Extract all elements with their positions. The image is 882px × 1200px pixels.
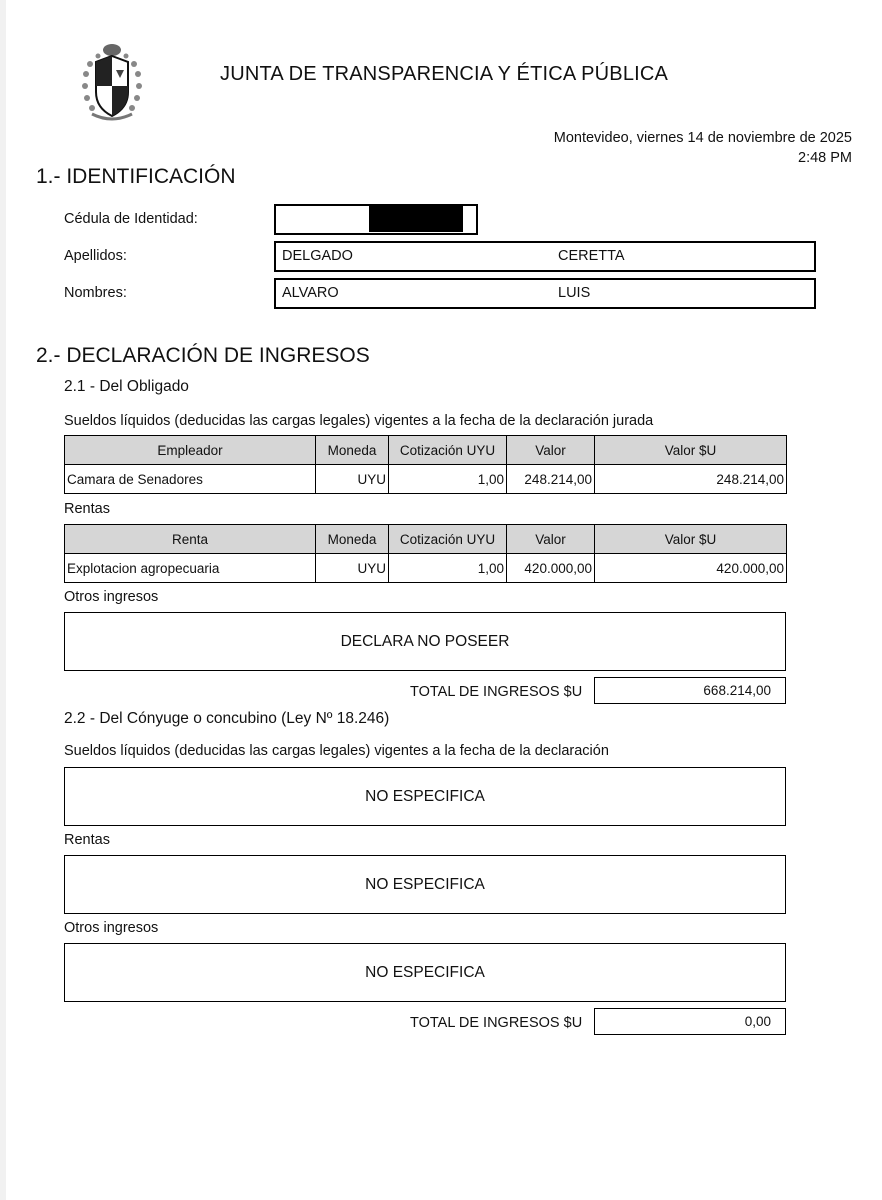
rentas-table	[64, 524, 787, 583]
conyuge-sueldos-label: Sueldos líquidos (deducidas las cargas legales) vigentes a la fecha de la declaración	[64, 743, 609, 759]
document-page	[6, 0, 882, 1200]
section-identificacion-heading: 1.- IDENTIFICACIÓN	[36, 165, 236, 188]
nombres-field	[274, 278, 816, 309]
table-row	[65, 465, 787, 494]
apellido-2: CERETTA	[558, 248, 625, 264]
obligado-sueldos-label: Sueldos líquidos (deducidas las cargas legales) vigentes a la fecha de la declaración jurada	[64, 413, 654, 429]
cell-valor: 420.000,00	[507, 554, 595, 583]
apellido-1: DELGADO	[282, 248, 353, 264]
conyuge-total-value: 0,00	[594, 1008, 786, 1035]
cell-empleador: Camara de Senadores	[65, 465, 316, 494]
conyuge-otros-box: NO ESPECIFICA	[64, 943, 786, 1002]
cell-cotizacion: 1,00	[389, 465, 507, 494]
cell-renta: Explotacion agropecuaria	[65, 554, 316, 583]
nombres-label: Nombres:	[64, 285, 127, 301]
conyuge-otros-label: Otros ingresos	[64, 920, 159, 936]
date-line: Montevideo, viernes 14 de noviembre de 2025	[553, 130, 852, 146]
conyuge-rentas-label: Rentas	[64, 832, 110, 848]
col-moneda: Moneda	[316, 525, 389, 554]
cedula-label: Cédula de Identidad:	[64, 211, 198, 227]
redaction-block	[369, 206, 463, 232]
cell-valor-uyu: 248.214,00	[595, 465, 787, 494]
sueldos-table	[64, 435, 787, 494]
obligado-otros-box: DECLARA NO POSEER	[64, 612, 786, 671]
coat-of-arms-icon	[78, 42, 146, 124]
col-moneda: Moneda	[316, 436, 389, 465]
obligado-otros-label: Otros ingresos	[64, 589, 159, 605]
col-renta: Renta	[65, 525, 316, 554]
table-row	[65, 554, 787, 583]
col-cotizacion: Cotización UYU	[389, 436, 507, 465]
cell-valor: 248.214,00	[507, 465, 595, 494]
document-title: JUNTA DE TRANSPARENCIA Y ÉTICA PÚBLICA	[220, 63, 669, 85]
col-valor-uyu: Valor $U	[595, 436, 787, 465]
obligado-total-label: TOTAL DE INGRESOS $U	[410, 684, 583, 700]
table-header-row	[65, 436, 787, 465]
nombre-1: ALVARO	[282, 285, 339, 301]
col-empleador: Empleador	[65, 436, 316, 465]
conyuge-sueldos-box: NO ESPECIFICA	[64, 767, 786, 826]
col-valor: Valor	[507, 436, 595, 465]
apellidos-field	[274, 241, 816, 272]
table-header-row	[65, 525, 787, 554]
conyuge-total-label: TOTAL DE INGRESOS $U	[410, 1015, 583, 1031]
cell-cotizacion: 1,00	[389, 554, 507, 583]
col-valor-uyu: Valor $U	[595, 525, 787, 554]
conyuge-rentas-box: NO ESPECIFICA	[64, 855, 786, 914]
cell-valor-uyu: 420.000,00	[595, 554, 787, 583]
cell-moneda: UYU	[316, 554, 389, 583]
conyuge-heading: 2.2 - Del Cónyuge o concubino (Ley Nº 18.246)	[64, 710, 390, 727]
col-cotizacion: Cotización UYU	[389, 525, 507, 554]
nombre-2: LUIS	[558, 285, 591, 301]
section-ingresos-heading: 2.- DECLARACIÓN DE INGRESOS	[36, 344, 370, 367]
obligado-total-value: 668.214,00	[594, 677, 786, 704]
apellidos-label: Apellidos:	[64, 248, 127, 264]
col-valor: Valor	[507, 525, 595, 554]
obligado-heading: 2.1 - Del Obligado	[64, 378, 189, 395]
obligado-rentas-label: Rentas	[64, 501, 110, 517]
date-time	[554, 128, 852, 168]
time-line: 2:48 PM	[798, 150, 852, 166]
cell-moneda: UYU	[316, 465, 389, 494]
